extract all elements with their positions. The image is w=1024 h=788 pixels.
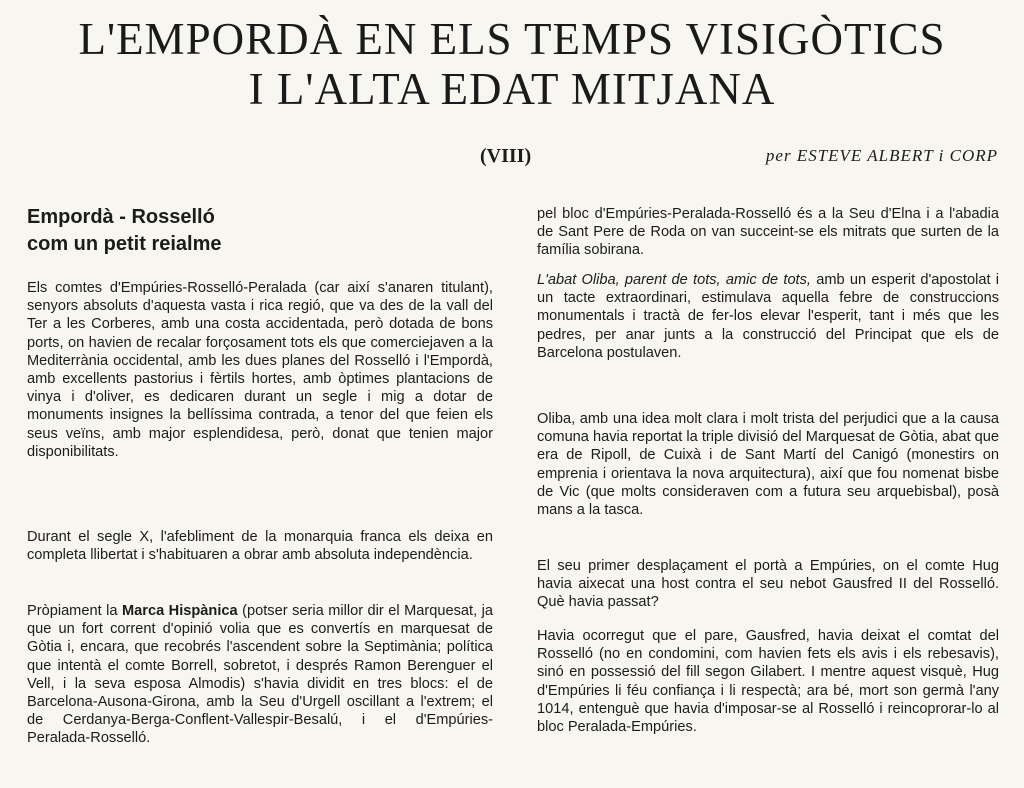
- subtitle-line-2: com un petit reialme: [27, 233, 222, 255]
- part-number: (VIII): [480, 145, 532, 167]
- left-p3-rest: (potser seria millor dir el Marquesat, ja que un fort corrent d'opinió volia que es convertís en marquesat de Gòtia i, encara, que recobrés l'ascendent sobre la Septimània; política que intentà el comte Borrell, sobretot, i després Ramon Berenguer el Vell, i la seva esposa Almodis) s'havia dividit en tres blocs: el de Barcelona-Ausona-Girona, amb la Seu d'Urgell oscillant a l'extrem; el de Cerdanya-Berga-Conflent-Vallespir-Besalú, i el d'Empúries-Peralada-Rosselló.: [27, 603, 494, 747]
- left-paragraph-3: [27, 602, 493, 748]
- right-paragraph-4: El seu primer desplaçament el portà a Empúries, on el comte Hug havia aixecat una host contra el seu nebot Gausfred II del Rosselló. Què havia passat?: [537, 558, 999, 611]
- article-title: [0, 14, 1024, 114]
- title-line-1: L'EMPORDÀ EN ELS TEMPS VISIGÒTICS: [78, 14, 946, 64]
- left-paragraph-1: Els comtes d'Empúries-Rosselló-Peralada (car així s'anaren titulant), senyors absoluts d'aquesta vasta i rica regió, que va des de la vall del Ter a les Corberes, amb una costa accidentada, però dotada de bons ports, on havien de recalar forçosament tots els que comerciejaven a la Mediterrània occidental, amb les dues planes del Rosselló i l'Empordà, amb excellents pastorius i fèrtils hortes, amb òptimes plantacions de vinya i d'oliver, es dedicaren durant un segle i mig a dotar de monuments insignes la bellíssima contrada, a tenor del que feien els seus veïns, amb major esplendidesa, però, donat que tenien major disponibilitats.: [27, 280, 493, 460]
- section-subtitle: [27, 204, 222, 258]
- right-p2-italic: L'abat Oliba, parent de tots, amic de tots,: [537, 272, 811, 288]
- byline: per ESTEVE ALBERT i CORP: [765, 146, 998, 165]
- marca-hispanica-term: Marca Hispànica: [122, 603, 238, 619]
- right-paragraph-3: Oliba, amb una idea molt clara i molt trista del perjudici que a la causa comuna havia reportat la triple divisió del Marquesat de Gòtia, abat que era de Ripoll, de Cuixà i de Sant Martí del Canigó (monestirs on emprenia i orientava la nova arquitectura), així que fou nomenat bisbe de Vic (que molts consideraven com a futura seu arquebisbal), posà mans a la tasca.: [537, 411, 999, 519]
- subtitle-line-1: Empordà - Rosselló: [27, 206, 215, 228]
- right-paragraph-2: [537, 271, 999, 362]
- left-p3-start: Pròpiament la: [27, 603, 122, 619]
- title-line-2: I L'ALTA EDAT MITJANA: [248, 64, 776, 114]
- left-paragraph-2: Durant el segle X, l'afebliment de la monarquia franca els deixa en completa llibertat i s'habituaren a obrar amb absoluta independència.: [27, 529, 493, 564]
- right-p2-rest: amb un esperit d'apostolat i un tacte extraordinari, estimulava aquella febre de construccions monumentals i tractà de fer-los elevar l'esperit, tant i més que les pedres, per anar junts a la construcció del Principat que els de Barcelona postulaven.: [537, 272, 999, 361]
- right-paragraph-5: Havia ocorregut que el pare, Gausfred, havia deixat el comtat del Rosselló (no en condomini, com havien fets els avis i els rebesavis), sinó en possessió del fill segon Gilabert. I mentre aquest visquè, Hug d'Empúries li féu confiança i li respectà; ara bé, mort son germà l'any 1014, entenguè que havia d'imposar-se al Rosselló i reincoprorar-lo al bloc Peralada-Empúries.: [537, 628, 999, 736]
- right-paragraph-1: pel bloc d'Empúries-Peralada-Rosselló és a la Seu d'Elna i a l'abadia de Sant Pere de Roda on van succeint-se els mitrats que surten de la família sobirana.: [537, 206, 999, 259]
